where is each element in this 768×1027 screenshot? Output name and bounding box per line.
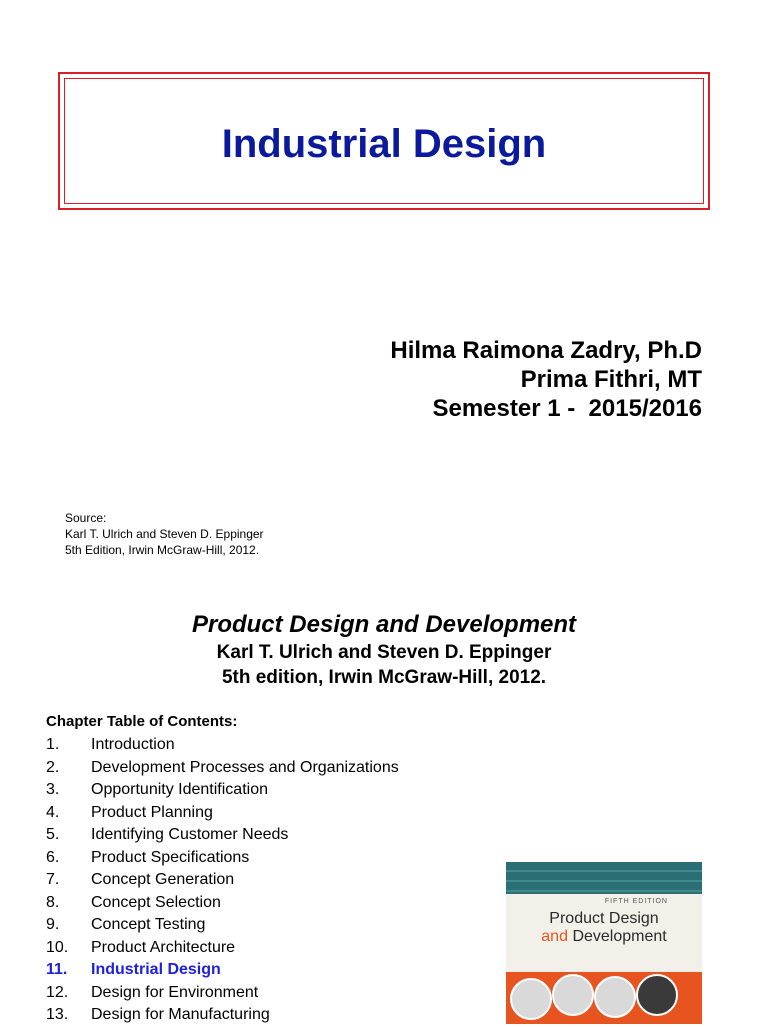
cover-title-line2: Development [572, 928, 667, 945]
toc-item-number: 9. [46, 916, 60, 933]
toc-item-label: Concept Selection [91, 893, 221, 911]
toc-item-current [46, 959, 399, 982]
product-photo-icon [552, 974, 594, 1016]
book-cover-image [506, 862, 702, 1024]
toc-item-number: 3. [46, 781, 60, 798]
toc-item-number: 2. [46, 758, 60, 776]
toc-item [46, 757, 399, 780]
toc-item-number: 1. [46, 736, 60, 753]
toc-heading: Chapter Table of Contents: [46, 713, 238, 730]
product-photo-icon [636, 974, 678, 1016]
toc-item [46, 914, 399, 937]
toc-item-number: 11. [46, 961, 68, 978]
product-photo-icon [594, 976, 636, 1018]
toc-item [46, 847, 399, 870]
book-title: Product Design and Development [191, 611, 577, 638]
toc-item [46, 779, 399, 802]
toc-item-number: 5. [46, 826, 60, 843]
semester-label: Semester 1 - 2015/2016 [432, 395, 702, 422]
toc-item-number: 13. [46, 1006, 69, 1023]
toc-item-label: Introduction [91, 736, 175, 753]
source-edition: 5th Edition, Irwin McGraw-Hill, 2012. [65, 543, 260, 557]
toc-item-label: Product Planning [91, 803, 213, 821]
page-title: Industrial Design [221, 122, 547, 166]
toc-item [46, 892, 399, 915]
toc-item-label: Design for Environment [91, 983, 259, 1001]
toc-item-label: Industrial Design [91, 961, 221, 978]
source-authors: Karl T. Ulrich and Steven D. Eppinger [65, 527, 264, 541]
cover-edition-label: FIFTH EDITION [604, 898, 668, 905]
cover-title-and: and [541, 928, 568, 945]
product-photo-icon [510, 978, 552, 1020]
toc-item [46, 824, 399, 847]
toc-item [46, 802, 399, 825]
toc-item [46, 982, 399, 1005]
cover-title [506, 910, 702, 946]
book-info [0, 610, 768, 690]
toc-item-label: Product Architecture [91, 938, 236, 956]
toc-item-number: 12. [46, 983, 69, 1001]
author-1: Hilma Raimona Zadry, Ph.D [390, 337, 702, 364]
title-box [58, 72, 710, 210]
toc-item-label: Identifying Customer Needs [91, 826, 289, 843]
toc-item-label: Opportunity Identification [91, 781, 268, 798]
source-heading: Source: [65, 511, 107, 525]
toc-list [46, 734, 399, 1027]
toc-item-label: Concept Generation [91, 871, 235, 888]
toc-item-label: Concept Testing [91, 916, 206, 933]
source-note [65, 510, 264, 558]
toc-item [46, 1004, 399, 1027]
toc-item-number: 7. [46, 871, 60, 888]
toc-item-label: Design for Manufacturing [91, 1006, 270, 1023]
toc-item-number: 10. [46, 938, 69, 956]
book-edition: 5th edition, Irwin McGraw-Hill, 2012. [221, 667, 547, 688]
author-2: Prima Fithri, MT [520, 366, 702, 393]
toc-item [46, 869, 399, 892]
toc-item-number: 6. [46, 848, 60, 866]
authors-block [390, 336, 702, 423]
toc-item [46, 734, 399, 757]
toc-item-label: Development Processes and Organizations [91, 758, 399, 776]
toc-item-number: 8. [46, 893, 60, 911]
cover-title-line1: Product Design [549, 910, 659, 927]
book-authors: Karl T. Ulrich and Steven D. Eppinger [216, 642, 552, 663]
toc-item-label: Product Specifications [91, 848, 250, 866]
toc-item-number: 4. [46, 803, 60, 821]
toc-item [46, 937, 399, 960]
